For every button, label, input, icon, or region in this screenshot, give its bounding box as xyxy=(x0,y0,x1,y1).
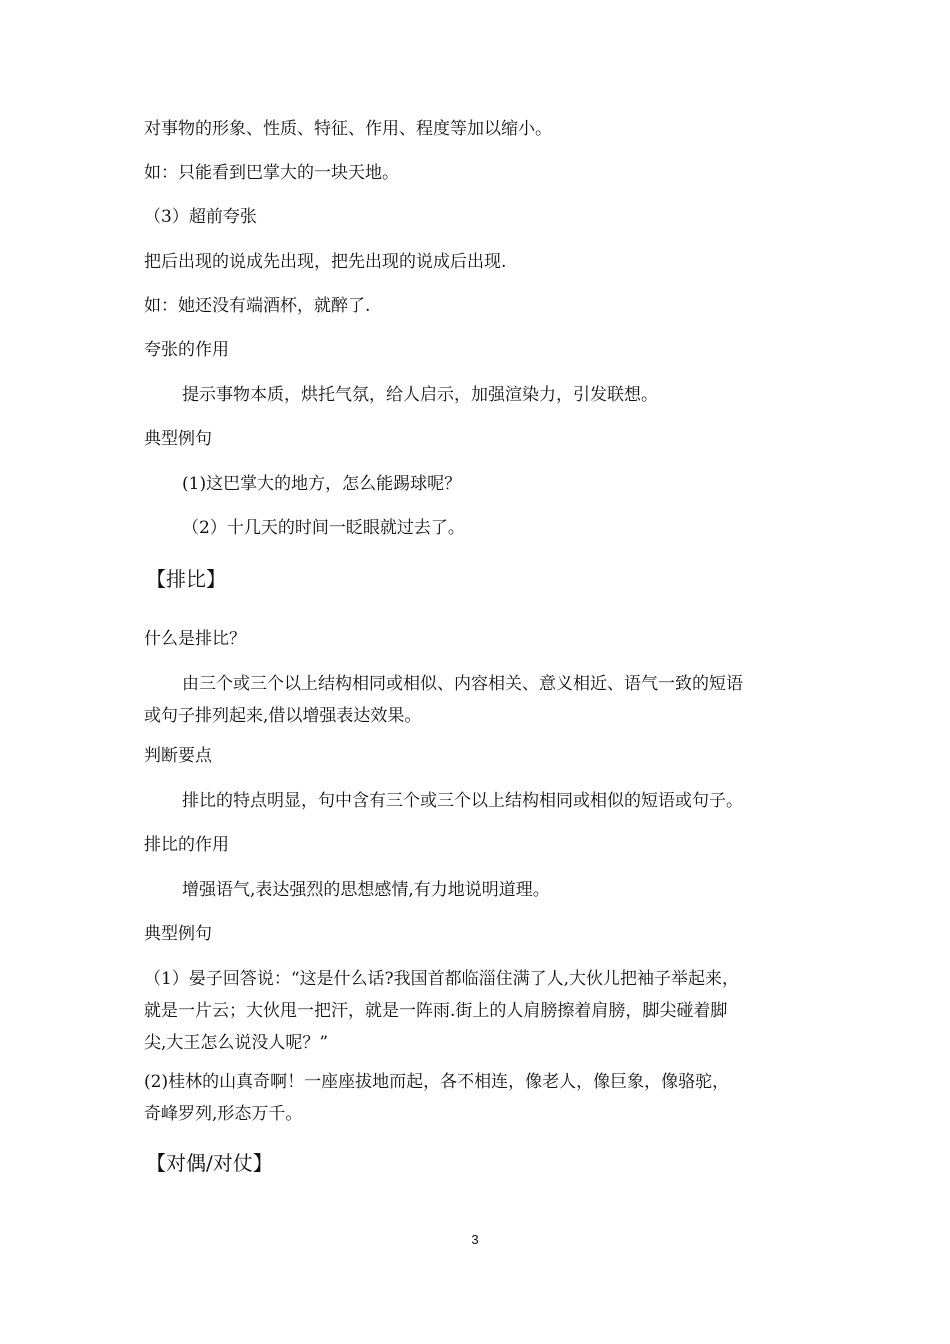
example-line: (2)桂林的山真奇啊！一座座拔地而起，各不相连，像老人，像巨象，像骆驼， xyxy=(144,1072,730,1092)
page-number: 3 xyxy=(471,1232,479,1247)
subheading: 典型例句 xyxy=(144,924,212,944)
example-line: 尖,大王怎么说没人呢？” xyxy=(144,1033,329,1053)
example-line: 奇峰罗列,形态万千。 xyxy=(144,1104,303,1124)
question-line: 什么是排比？ xyxy=(144,629,246,649)
definition-line: 或句子排列起来,借以增强表达效果。 xyxy=(144,706,422,726)
text-line: （3）超前夸张 xyxy=(144,207,257,227)
text-line: 如：只能看到巴掌大的一块天地。 xyxy=(144,163,399,183)
example-line: (1)这巴掌大的地方，怎么能踢球呢？ xyxy=(182,474,462,494)
subheading: 典型例句 xyxy=(144,429,212,449)
section-heading-paibi: 【排比】 xyxy=(146,567,226,591)
definition-paragraph xyxy=(144,668,814,732)
text-line: 增强语气,表达强烈的思想感情,有力地说明道理。 xyxy=(182,880,550,900)
example-line: （2）十几天的时间一眨眼就过去了。 xyxy=(182,518,465,538)
example-line: 就是一片云；大伙甩一把汗，就是一阵雨.街上的人肩膀擦着肩膀，脚尖碰着脚 xyxy=(144,1001,728,1021)
subheading: 夸张的作用 xyxy=(144,340,229,360)
example-line: （1）晏子回答说：“这是什么话?我国首都临淄住满了人,大伙儿把袖子举起来， xyxy=(144,969,740,989)
text-line: 如：她还没有端酒杯，就醉了. xyxy=(144,296,371,316)
text-line: 对事物的形象、性质、特征、作用、程度等加以缩小。 xyxy=(144,119,552,139)
text-line: 把后出现的说成先出现，把先出现的说成后出现. xyxy=(144,252,507,272)
text-line: 提示事物本质，烘托气氛，给人启示，加强渲染力，引发联想。 xyxy=(182,385,658,405)
definition-line: 由三个或三个以上结构相同或相似、内容相关、意义相近、语气一致的短语 xyxy=(182,674,743,694)
subheading: 排比的作用 xyxy=(144,835,229,855)
text-line: 排比的特点明显，句中含有三个或三个以上结构相同或相似的短语或句子。 xyxy=(182,791,743,811)
example-paragraph xyxy=(144,1066,814,1130)
subheading: 判断要点 xyxy=(144,746,212,766)
example-paragraph xyxy=(144,963,814,1059)
section-heading-duiou: 【对偶/对仗】 xyxy=(146,1151,273,1175)
